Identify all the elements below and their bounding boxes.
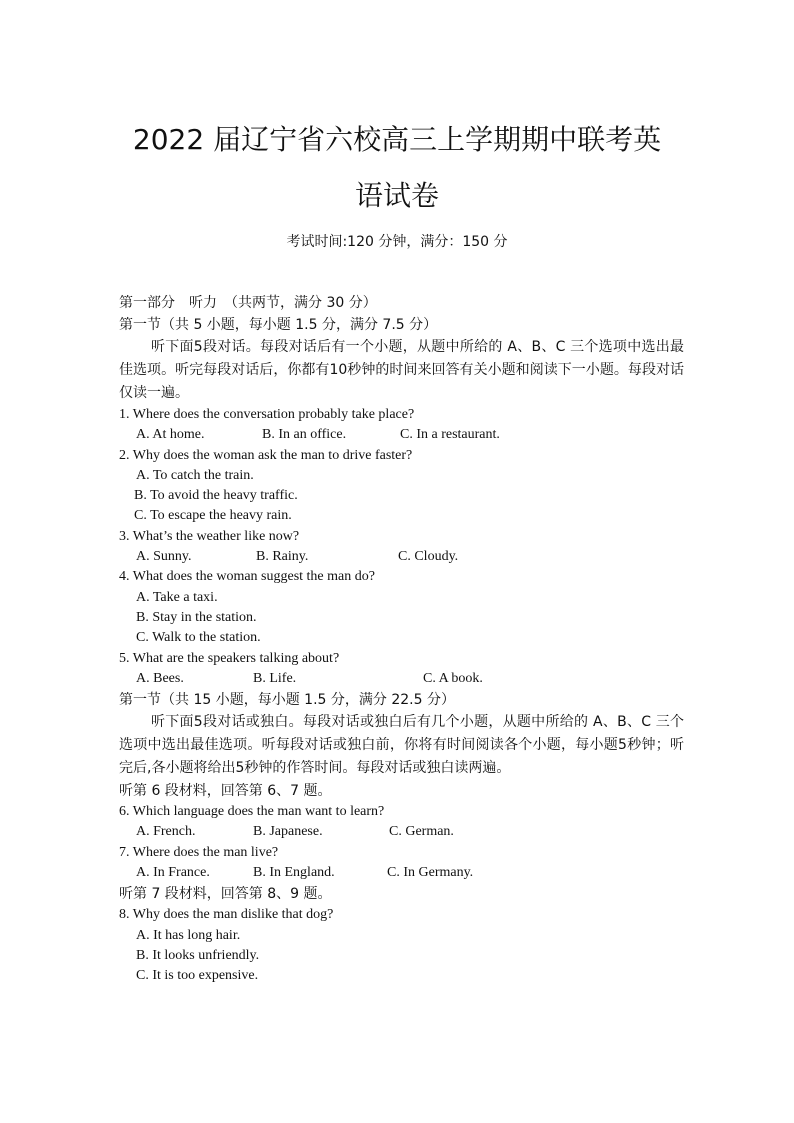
question-3-option-c: C. Cloudy. [398, 549, 459, 565]
question-7-option-b: B. In England. [253, 865, 335, 881]
question-8-option-c: C. It is too expensive. [136, 968, 259, 984]
question-8-option-a: A. It has long hair. [136, 927, 241, 943]
question-3-options [119, 547, 684, 567]
question-2: 2. Why does the woman ask the man to drive faster? [119, 447, 413, 463]
question-4-option-a: A. Take a taxi. [136, 589, 218, 605]
question-3-option-b: B. Rainy. [256, 549, 309, 565]
section1-heading: 第一节（共 5 小题，每小题 1.5 分，满分 7.5 分） [119, 317, 438, 333]
material-7-heading: 听第 7 段材料，回答第 8、9 题。 [119, 886, 332, 903]
part1-heading: 第一部分 听力 （共两节，满分 30 分） [119, 295, 377, 311]
question-5-options [119, 669, 684, 689]
question-2-option-a: A. To catch the train. [136, 467, 254, 483]
section2-heading: 第一节（共 15 小题，每小题 1.5 分，满分 22.5 分） [119, 692, 455, 709]
question-6: 6. Which language does the man want to learn? [119, 804, 385, 820]
question-2-option-c: C. To escape the heavy rain. [134, 508, 292, 524]
question-4-option-c: C. Walk to the station. [136, 630, 261, 646]
question-7-options [119, 863, 684, 883]
question-1-option-c: C. In a restaurant. [400, 427, 500, 443]
document-title-continued: 语试卷 [354, 179, 439, 212]
exam-content [119, 292, 684, 987]
question-5: 5. What are the speakers talking about? [119, 650, 340, 666]
question-5-option-b: B. Life. [253, 670, 297, 686]
exam-info: 考试时间:120 分钟，满分：150 分 [286, 234, 508, 250]
question-4: 4. What does the woman suggest the man do? [119, 569, 375, 585]
question-1-option-a: A. At home. [136, 427, 205, 443]
question-6-option-b: B. Japanese. [253, 824, 323, 840]
document-title: 2022 届辽宁省六校高三上学期期中联考英 [132, 123, 662, 156]
question-7: 7. Where does the man live? [119, 844, 279, 860]
question-6-option-c: C. German. [389, 824, 454, 840]
question-5-option-c: C. A book. [423, 670, 483, 686]
question-8-option-b: B. It looks unfriendly. [136, 947, 260, 963]
question-4-option-b: B. Stay in the station. [136, 609, 257, 625]
question-2-option-b: B. To avoid the heavy traffic. [134, 488, 298, 504]
question-1-option-b: B. In an office. [262, 427, 347, 443]
question-6-options [119, 822, 684, 842]
question-7-option-c: C. In Germany. [387, 865, 474, 881]
question-3: 3. What’s the weather like now? [119, 528, 300, 544]
question-3-option-a: A. Sunny. [136, 549, 192, 565]
question-1: 1. Where does the conversation probably take place? [119, 407, 415, 422]
material-6-heading: 听第 6 段材料，回答第 6、7 题。 [119, 783, 332, 800]
section2-instructions: 听下面5段对话或独白。每段对话或独白后有几个小题，从题中所给的 A、B、C 三个选项中选出最佳选项。听每段对话或独白前，你将有时间阅读各个小题，每小题5秒钟；听完后,各小题将给出5秒钟的作答时间。每段对话或独白读两遍。 [119, 714, 684, 777]
question-6-option-a: A. French. [136, 824, 196, 840]
question-5-option-a: A. Bees. [136, 670, 184, 686]
section1-instructions: 听下面5段对话。每段对话后有一个小题，从题中所给的 A、B、C 三个选项中选出最佳选项。听完每段对话后，你都有10秒钟的时间来回答有关小题和阅读下一小题。每段对话仅读一遍。 [119, 339, 684, 401]
question-1-options [119, 425, 684, 445]
question-7-option-a: A. In France. [136, 865, 210, 881]
question-8: 8. Why does the man dislike that dog? [119, 907, 334, 923]
